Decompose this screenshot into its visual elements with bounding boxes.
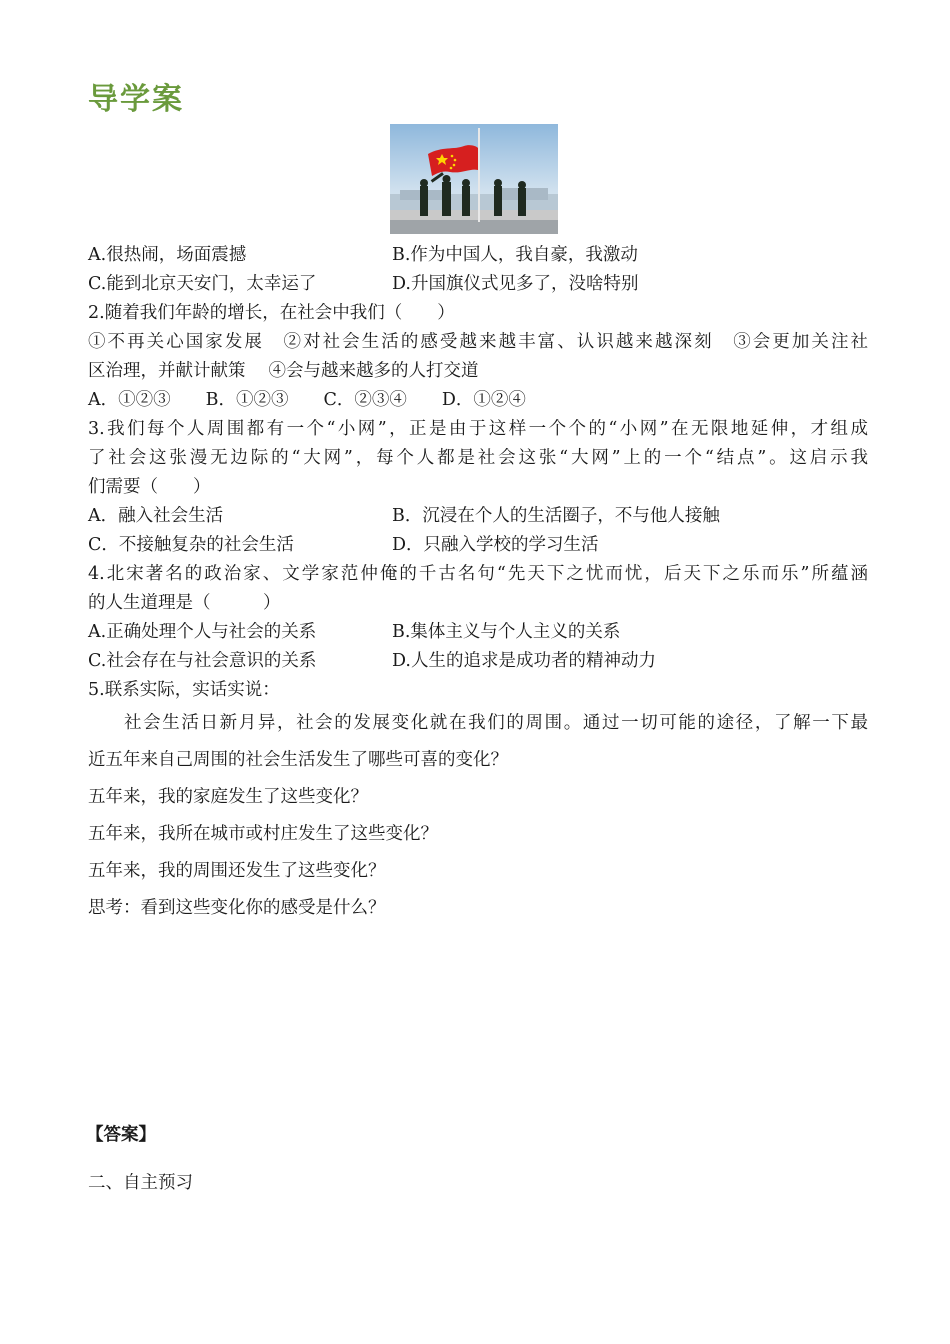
q4-option-c: C.社会存在与社会意识的关系 <box>88 651 317 671</box>
q2-body-line-1: ①不再关心国家发展 ②对社会生活的感受越来越丰富、认识越来越深刻 ③会更加关注社 <box>88 332 868 352</box>
q2-choices: A．①②③ B．①②③ C．②③④ D．①②④ <box>88 390 526 410</box>
q4-option-a: A.正确处理个人与社会的关系 <box>88 622 317 642</box>
q5-change-surroundings: 五年来，我的周围还发生了这些变化？ <box>88 861 386 881</box>
q3-stem-line-2: 了社会这张漫无边际的“大网”，每个人都是社会这张“大网”上的一个“结点”。这启示我 <box>88 448 868 468</box>
q3-options-row-2 <box>88 531 868 560</box>
q1-option-b: B.作为中国人，我自豪，我激动 <box>392 245 638 265</box>
q1-options-row-1 <box>88 241 868 270</box>
q4-stem-line-1: 4.北宋著名的政治家、文学家范仲俺的千古名句“先天下之忧而忧，后天下之乐而乐”所蕴涵 <box>88 564 868 584</box>
q5-change-city: 五年来，我所在城市或村庄发生了这些变化？ <box>88 824 438 844</box>
answer-heading: 【答案】 <box>86 1125 156 1145</box>
q5-change-family: 五年来，我的家庭发生了这些变化？ <box>88 787 368 807</box>
q2-stem: 2.随着我们年龄的增长，在社会中我们（ ） <box>88 303 455 323</box>
section-heading: 二、自主预习 <box>88 1173 193 1193</box>
q4-options-row-2 <box>88 647 868 676</box>
q1-option-a: A.很热闹，场面震撼 <box>88 245 247 265</box>
question-area <box>88 241 868 927</box>
q4-option-b: B.集体主义与个人主义的关系 <box>392 622 621 642</box>
q3-option-d: D．只融入学校的学习生活 <box>392 535 599 555</box>
q5-reflection: 思考：看到这些变化你的感受是什么？ <box>88 898 386 918</box>
q3-option-c: C．不接触复杂的社会生活 <box>88 535 294 555</box>
q3-options-row-1 <box>88 502 868 531</box>
q5-para-line-2: 近五年来自己周围的社会生活发生了哪些可喜的变化？ <box>88 750 508 770</box>
q3-stem-line-1: 3.我们每个人周围都有一个“小网”，正是由于这样一个个的“小网”在无限地延伸，才组成 <box>88 419 868 439</box>
q1-option-c: C.能到北京天安门，太幸运了 <box>88 274 317 294</box>
q4-stem-line-2: 的人生道理是（ ） <box>88 593 281 613</box>
document-title: 导学案 <box>88 82 184 117</box>
q1-option-d: D.升国旗仪式见多了，没啥特别 <box>392 274 639 294</box>
q5-para-line-1: 社会生活日新月异，社会的发展变化就在我们的周围。通过一切可能的途径，了解一下最 <box>124 713 868 733</box>
q5-stem: 5.联系实际，实话实说： <box>88 680 280 700</box>
q3-option-a: A．融入社会生活 <box>88 506 224 526</box>
q1-options-row-2 <box>88 270 868 299</box>
q3-stem-line-3: 们需要（ ） <box>88 477 211 497</box>
flag-raising-photo <box>390 124 558 234</box>
q4-options-row-1 <box>88 618 868 647</box>
q4-option-d: D.人生的追求是成功者的精神动力 <box>392 651 656 671</box>
q3-option-b: B．沉浸在个人的生活圈子，不与他人接触 <box>392 506 720 526</box>
q2-body-line-2: 区治理，并献计献策 ④会与越来越多的人打交道 <box>88 361 479 381</box>
